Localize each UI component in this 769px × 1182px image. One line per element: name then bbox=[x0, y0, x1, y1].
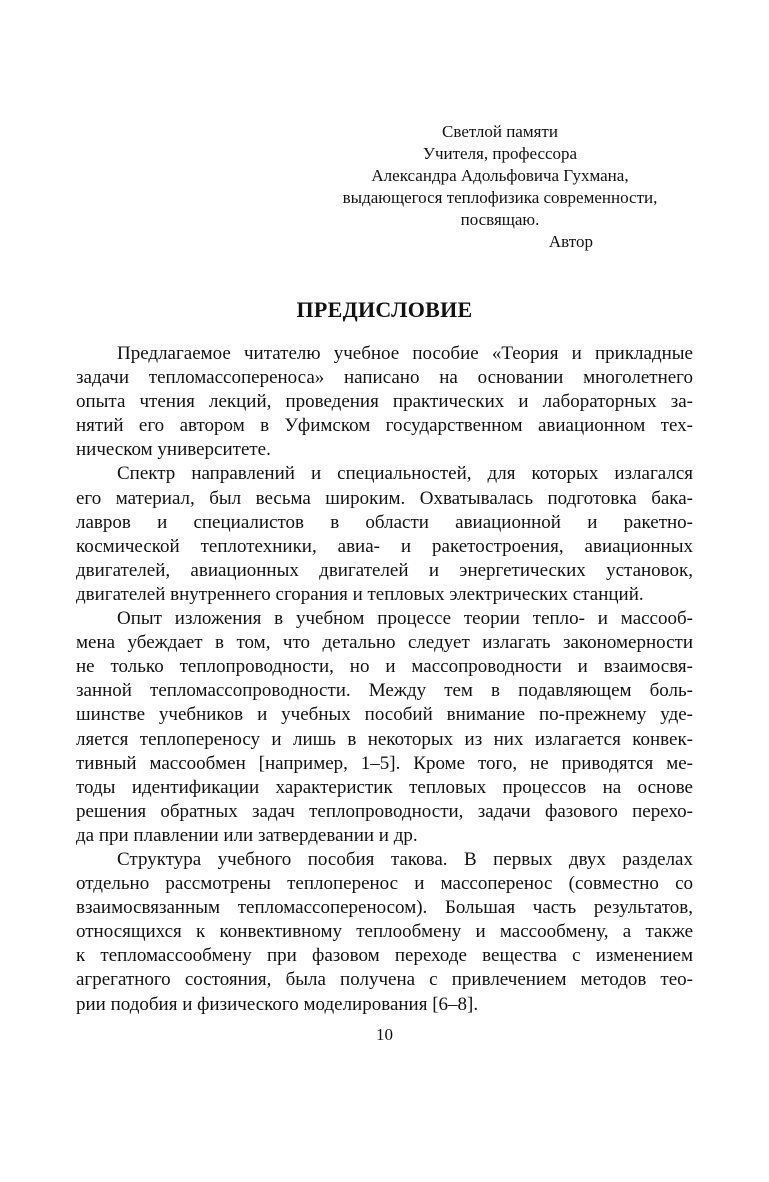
dedication-line: выдающегося теплофизика современности, bbox=[342, 188, 658, 207]
dedication-line: Александра Адольфовича Гухмана, bbox=[371, 166, 629, 185]
text-line: тивный массообмен [например, 1–5]. Кроме того, не приводятся ме- bbox=[76, 752, 693, 774]
text-line: ническом университете. bbox=[76, 439, 271, 461]
page-title: ПРЕДИСЛОВИЕ bbox=[296, 297, 473, 322]
paragraph-4 bbox=[76, 848, 693, 1017]
text-line: ляется теплопереносу и лишь в некоторых из них излагается конвек- bbox=[76, 728, 693, 750]
text-line: двигателей внутреннего сгорания и тепловых электрических станций. bbox=[76, 583, 644, 605]
page-number: 10 bbox=[376, 1025, 393, 1044]
text-line: решения обратных задач теплопроводности, задачи фазового перехо- bbox=[76, 800, 693, 822]
text-line: лавров и специалистов в области авиационной и ракетно- bbox=[76, 511, 693, 533]
text-line: рии подобия и физического моделирования [6–8]. bbox=[76, 993, 479, 1015]
text-line: Предлагаемое читателю учебное пособие «Теория и прикладные bbox=[117, 343, 693, 364]
text-line: его материал, был весьма широким. Охватывалась подготовка бака- bbox=[76, 487, 693, 509]
text-line: двигателей, авиационных двигателей и энергетических установок, bbox=[76, 559, 693, 581]
text-line: космической теплотехники, авиа- и ракетостроения, авиационных bbox=[76, 535, 693, 557]
dedication bbox=[300, 121, 700, 253]
text-line: нятий его автором в Уфимском государственном авиационном тех- bbox=[76, 415, 693, 437]
text-line: отдельно рассмотрены теплоперенос и массоперенос (совместно со bbox=[76, 873, 693, 895]
text-line: шинстве учебников и учебных пособий внимание по-прежнему уде- bbox=[76, 704, 693, 726]
dedication-signature: Автор bbox=[548, 232, 593, 251]
text-line: задачи тепломассопереноса» написано на основании многолетнего bbox=[76, 367, 693, 389]
text-line: тоды идентификации характеристик тепловых процессов на основе bbox=[76, 776, 693, 798]
paragraph-3 bbox=[76, 607, 693, 848]
dedication-line: Светлой памяти bbox=[442, 122, 558, 141]
paragraph-2 bbox=[76, 462, 693, 607]
text-line: Структура учебного пособия такова. В первых двух разделах bbox=[117, 848, 693, 870]
text-line: опыта чтения лекций, проведения практических и лабораторных за- bbox=[76, 391, 693, 413]
text-line: Опыт изложения в учебном процессе теории тепло- и массооб- bbox=[117, 608, 693, 630]
text-line: да при плавлении или затвердевании и др. bbox=[76, 824, 418, 846]
paragraph-1 bbox=[76, 342, 693, 462]
text-line: Спектр направлений и специальностей, для которых излагался bbox=[117, 463, 693, 485]
dedication-line: посвящаю. bbox=[460, 210, 540, 229]
text-line: занной тепломассопроводности. Между тем в подавляющем боль- bbox=[76, 680, 693, 702]
text-line: мена убеждает в том, что детально следует излагать закономерности bbox=[76, 632, 693, 654]
body-text bbox=[76, 342, 693, 1017]
text-line: не только теплопроводности, но и массопроводности и взаимосвя- bbox=[76, 656, 693, 678]
text-line: относящихся к конвективному теплообмену и массообмену, а также bbox=[76, 921, 693, 943]
dedication-line: Учителя, профессора bbox=[422, 144, 578, 163]
text-line: взаимосвязанным тепломассопереносом). Большая часть результатов, bbox=[76, 897, 693, 919]
text-line: агрегатного состояния, была получена с привлечением методов тео- bbox=[76, 969, 693, 991]
text-line: к тепломассообмену при фазовом переходе вещества с изменением bbox=[76, 945, 693, 967]
